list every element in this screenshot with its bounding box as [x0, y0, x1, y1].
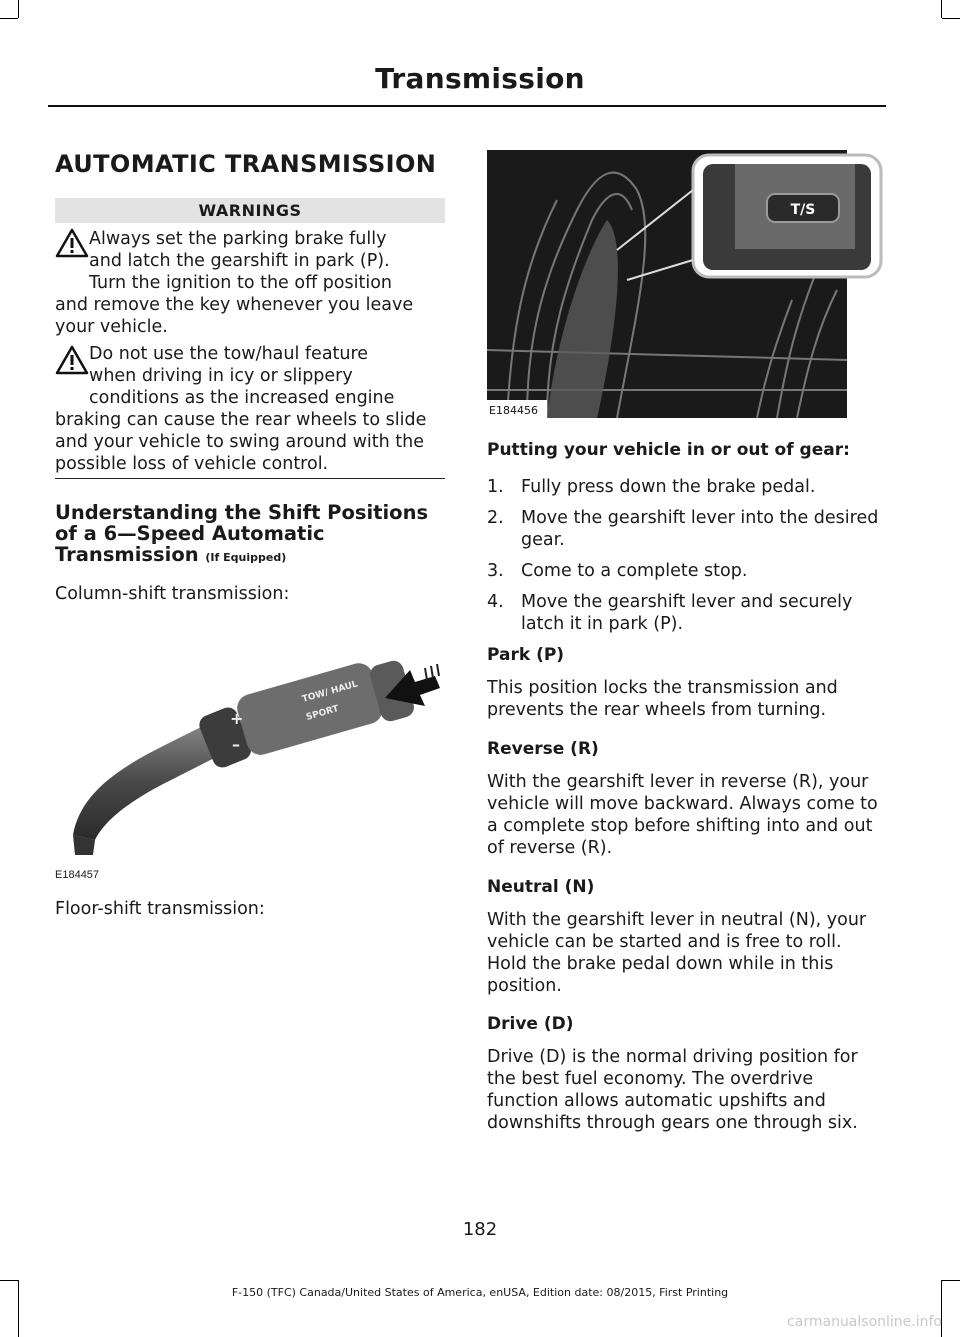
- sport-label: SPORT: [305, 704, 340, 723]
- floor-shift-label: Floor-shift transmission:: [55, 899, 265, 919]
- step-item: [487, 560, 882, 582]
- crop-mark: [0, 18, 18, 19]
- figure-2-id: E184456: [489, 404, 538, 417]
- warning-1-rest: and remove the key whenever you leave your vehicle.: [55, 295, 414, 337]
- step-text: Move the gearshift lever into the desired gear.: [521, 508, 879, 550]
- header-rule: [48, 105, 886, 107]
- section-title: AUTOMATIC TRANSMISSION: [55, 150, 437, 178]
- crop-mark: [941, 0, 942, 18]
- crop-mark: [0, 1280, 18, 1281]
- subheading-note: (If Equipped): [205, 551, 287, 564]
- step-text: Fully press down the brake pedal.: [521, 477, 816, 497]
- neutral-heading: Neutral (N): [487, 877, 595, 897]
- step-number: 4.: [487, 592, 504, 612]
- reverse-text: With the gearshift lever in reverse (R), your vehicle will move backward. Always come to a complete stop before shifting into and out of reverse (R).: [487, 772, 878, 858]
- step-text: Come to a complete stop.: [521, 561, 748, 581]
- warning-2: [55, 343, 447, 475]
- divider: [55, 478, 445, 479]
- warning-1: [55, 228, 447, 338]
- warning-1-line: Always set the parking brake fully: [89, 229, 387, 249]
- gear-heading: Putting your vehicle in or out of gear:: [487, 440, 850, 460]
- floor-shift-illustration: [487, 150, 883, 418]
- warning-1-line: and latch the gearshift in park (P).: [89, 251, 390, 271]
- step-number: 3.: [487, 561, 504, 581]
- step-number: 2.: [487, 508, 504, 528]
- warning-2-line: Do not use the tow/haul feature: [89, 344, 369, 364]
- crop-mark: [942, 1280, 960, 1281]
- reverse-heading: Reverse (R): [487, 739, 599, 759]
- page-number: 182: [462, 1219, 498, 1240]
- warning-2-line: when driving in icy or slippery: [89, 366, 353, 386]
- warning-2-line: conditions as the increased engine: [89, 388, 395, 408]
- step-item: [487, 507, 882, 551]
- ts-button-label: T/S: [790, 202, 816, 218]
- step-text: Move the gearshift lever and securely latch it in park (P).: [521, 592, 853, 634]
- subheading-text: Understanding the Shift Positions of a 6—Speed Automatic Transmission: [55, 501, 429, 566]
- drive-heading: Drive (D): [487, 1014, 574, 1034]
- step-number: 1.: [487, 477, 504, 497]
- step-item: [487, 591, 882, 635]
- minus-label: –: [232, 735, 240, 754]
- drive-text: Drive (D) is the normal driving position for the best fuel economy. The overdrive function allows automatic upshifts and downshifts through gears one through six.: [487, 1047, 858, 1133]
- column-shift-label: Column-shift transmission:: [55, 584, 290, 604]
- towhaul-label: TOW/ HAUL: [301, 679, 360, 705]
- step-item: [487, 476, 882, 498]
- gear-steps: [487, 476, 882, 644]
- neutral-text: With the gearshift lever in neutral (N), your vehicle can be started and is free to roll. Hold the brake pedal down while in this position.: [487, 910, 867, 996]
- column-shift-illustration: [55, 640, 445, 885]
- crop-mark: [18, 0, 19, 18]
- running-header: Transmission: [375, 62, 585, 95]
- warning-2-rest: braking can cause the rear wheels to slide and your vehicle to swing around with the possible loss of vehicle control.: [55, 410, 427, 474]
- park-heading: Park (P): [487, 645, 565, 665]
- footer-edition: F-150 (TFC) Canada/United States of America, enUSA, Edition date: 08/2015, First Printing: [231, 1286, 729, 1299]
- park-text: This position locks the transmission and prevents the rear wheels from turning.: [487, 678, 838, 720]
- figure-1-id: E184457: [55, 869, 100, 881]
- warning-1-line: Turn the ignition to the off position: [89, 273, 393, 293]
- warnings-heading: WARNINGS: [55, 198, 445, 223]
- plus-label: +: [230, 709, 244, 728]
- watermark: carmanualsonline.info: [787, 1314, 942, 1330]
- crop-mark: [942, 18, 960, 19]
- subheading: [55, 502, 450, 568]
